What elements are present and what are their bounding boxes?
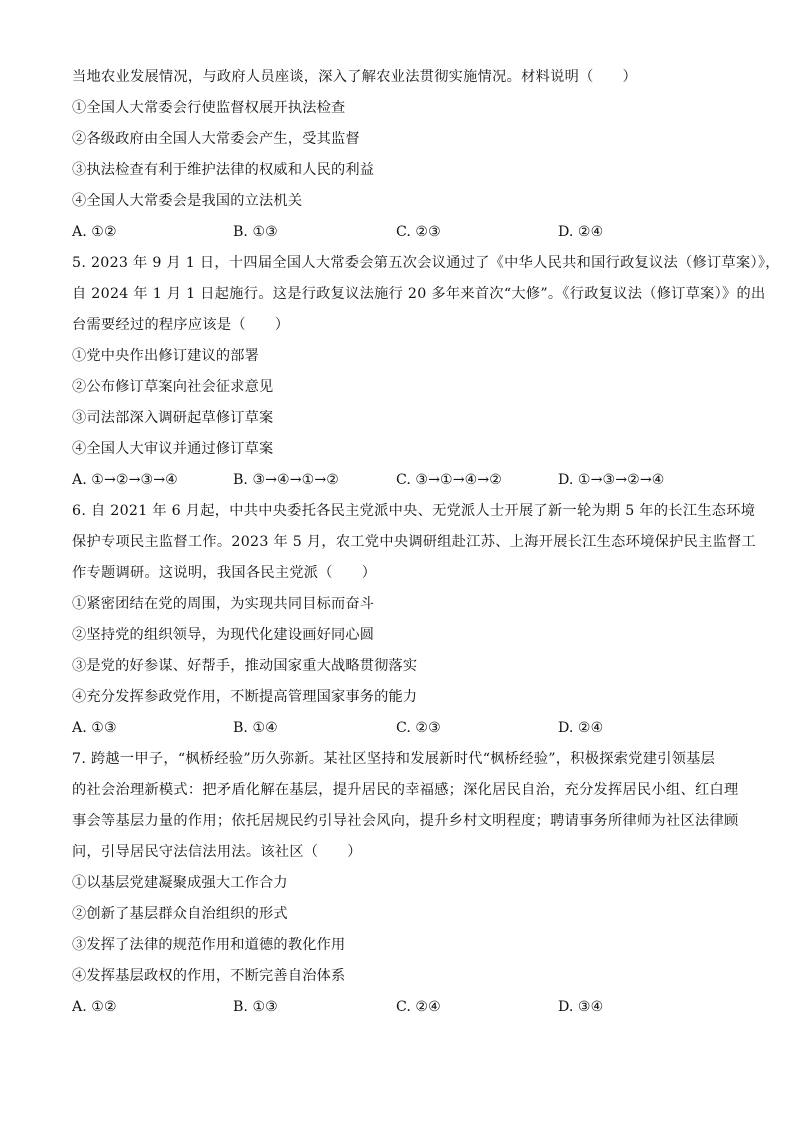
- question-7-stem-line-2: 的社会治理新模式：把矛盾化解在基层，提升居民的幸福感；深化居民自治，充分发挥居民小组、红白理: [72, 782, 739, 798]
- question-6-item-4: ④充分发挥参政党作用，不断提高管理国家事务的能力: [72, 689, 418, 705]
- question-4-item-1: ①全国人大常委会行使监督权展开执法检查: [72, 100, 346, 116]
- question-7-option-d[interactable]: D. ③④: [558, 999, 604, 1015]
- question-7-option-c[interactable]: C. ②④: [396, 999, 441, 1015]
- question-6-item-1: ①紧密团结在党的周围，为实现共同目标而奋斗: [72, 596, 375, 612]
- question-6-option-b[interactable]: B. ①④: [233, 720, 278, 736]
- question-4-option-b[interactable]: B. ①③: [233, 224, 278, 240]
- question-4-options: [72, 217, 727, 248]
- question-5-options: [72, 465, 727, 496]
- question-4-item-2: ②各级政府由全国人大常委会产生，受其监督: [72, 131, 360, 147]
- question-6-option-a[interactable]: A. ①③: [72, 720, 117, 736]
- question-4-item-4: ④全国人大常委会是我国的立法机关: [72, 193, 303, 209]
- question-5-stem-line-3: 台需要经过的程序应该是（ ）: [72, 317, 290, 333]
- question-6-item-3: ③是党的好参谋、好帮手，推动国家重大战略贯彻落实: [72, 658, 418, 674]
- question-5-option-a[interactable]: A. ①→②→③→④: [72, 472, 178, 488]
- question-7-stem-line-4: 问，引导居民守法信法用法。该社区（ ）: [72, 844, 362, 860]
- question-4-item-3: ③执法检查有利于维护法律的权威和人民的利益: [72, 162, 375, 178]
- question-7-stem-line-3: 事会等基层力量的作用；依托居规民约引导社会风向，提升乡村文明程度；聘请事务所律师为社区法律顾: [72, 813, 739, 829]
- question-6-option-d[interactable]: D. ②④: [558, 720, 604, 736]
- question-7-item-3: ③发挥了法律的规范作用和道德的教化作用: [72, 937, 346, 953]
- question-6-options: [72, 713, 727, 744]
- question-7-stem-line-1: 7. 跨越一甲子，“枫桥经验”历久弥新。某社区坚持和发展新时代“枫桥经验”，积极探索党建引领基层: [72, 751, 716, 767]
- question-4-option-c[interactable]: C. ②③: [396, 224, 441, 240]
- question-5-stem-line-1: 5. 2023 年 9 月 1 日，十四届全国人大常委会第五次会议通过了《中华人民共和国行政复议法（修订草案）》，: [72, 255, 780, 271]
- question-5-item-1: ①党中央作出修订建议的部署: [72, 348, 260, 364]
- question-6: [72, 496, 757, 744]
- question-7-options: [72, 992, 727, 1023]
- question-5-option-c[interactable]: C. ③→①→④→②: [396, 472, 502, 488]
- question-4: [72, 62, 727, 248]
- question-7: [72, 744, 739, 1023]
- question-6-stem-line-2: 保护专项民主监督工作。2023 年 5 月，农工党中央调研组赴江苏、上海开展长江生态环境保护民主监督工: [72, 534, 757, 550]
- question-6-stem-line-3: 作专题调研。这说明，我国各民主党派（ ）: [72, 565, 377, 581]
- question-7-option-b[interactable]: B. ①③: [233, 999, 278, 1015]
- question-7-option-a[interactable]: A. ①②: [72, 999, 117, 1015]
- question-5: [72, 248, 780, 496]
- question-6-item-2: ②坚持党的组织领导，为现代化建设画好同心圆: [72, 627, 375, 643]
- question-4-option-d[interactable]: D. ②④: [558, 224, 604, 240]
- question-5-option-b[interactable]: B. ③→④→①→②: [233, 472, 339, 488]
- question-6-option-c[interactable]: C. ②③: [396, 720, 441, 736]
- question-7-item-1: ①以基层党建凝聚成强大工作合力: [72, 875, 288, 891]
- exam-page: [72, 62, 780, 1023]
- question-5-item-4: ④全国人大审议并通过修订草案: [72, 441, 274, 457]
- question-7-item-2: ②创新了基层群众自治组织的形式: [72, 906, 288, 922]
- question-5-stem-line-2: 自 2024 年 1 月 1 日起施行。这是行政复议法施行 20 多年来首次“大修”。《行政复议法（修订草案）》的出: [72, 286, 766, 302]
- question-4-stem-line-1: 当地农业发展情况，与政府人员座谈，深入了解农业法贯彻实施情况。材料说明（ ）: [72, 69, 638, 85]
- question-4-option-a[interactable]: A. ①②: [72, 224, 117, 240]
- question-5-item-2: ②公布修订草案向社会征求意见: [72, 379, 274, 395]
- question-6-stem-line-1: 6. 自 2021 年 6 月起，中共中央委托各民主党派中央、无党派人士开展了新一轮为期 5 年的长江生态环境: [72, 503, 756, 519]
- question-5-item-3: ③司法部深入调研起草修订草案: [72, 410, 274, 426]
- question-5-option-d[interactable]: D. ①→③→②→④: [558, 472, 665, 488]
- question-7-item-4: ④发挥基层政权的作用，不断完善自治体系: [72, 968, 346, 984]
